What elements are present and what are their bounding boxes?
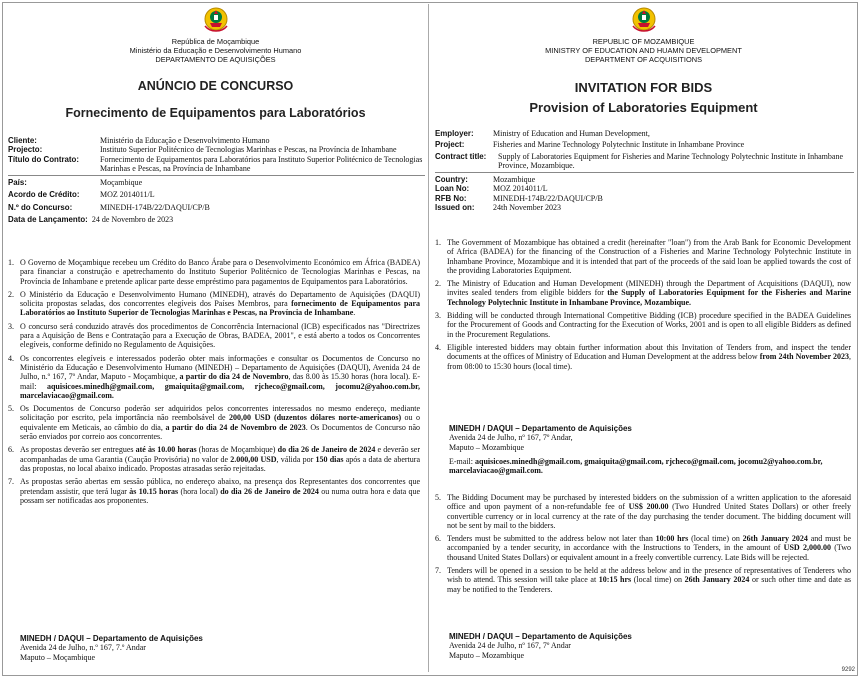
meta-row: Project: Fisheries and Marine Technology Polytechnic Institute in Inhambane Province (435, 140, 745, 150)
numbered-paragraph (435, 343, 851, 371)
address-block: MINEDH / DAQUI – Departamento de Aquisições Avenida 24 de Julho, n.º 167, 7.º Andar Maputo – Moçambique (20, 634, 203, 662)
paragraph-number: 6. (435, 534, 441, 544)
numbered-paragraph (8, 354, 420, 400)
emphasis-text: até às 10.00 horas (135, 445, 197, 455)
department-label: DEPARTMENT OF ACQUISITIONS (584, 55, 703, 64)
paragraph-text (447, 343, 851, 371)
body-text: O concurso será conduzido através dos procedimentos de Concorrência Internacional (ICB) especificados nas "Directrizes para a Aquisição de Bens e Contratação para a Execução de Obras, BADEA, 2001", e está aberto a todos os Concorrentes elegíveis, conforme definido no Regulamento de Aquisições. (20, 321, 420, 350)
paragraph-text (20, 404, 420, 441)
ministry-label: MINISTRY OF EDUCATION AND HUAMN DEVELOPMENT (545, 46, 742, 55)
numbered-paragraph (435, 493, 851, 530)
paragraph-number: 3. (8, 321, 14, 331)
paragraph-text (20, 290, 420, 318)
numbered-paragraph (435, 566, 851, 594)
meta-row: Employer: Ministry of Education and Human Development, (435, 129, 650, 138)
numbered-paragraph (435, 279, 851, 307)
notice-items (8, 258, 420, 509)
paragraph-text (20, 445, 420, 473)
paragraph-text (20, 354, 420, 400)
emphasis-text: from 24th November 2023 (759, 352, 850, 362)
paragraph-number: 2. (435, 279, 441, 289)
numbered-paragraph (8, 258, 420, 286)
emphasis-text: 26th January 2024 (742, 534, 808, 544)
paragraph-number: 4. (435, 342, 441, 352)
paragraph-text (447, 493, 851, 530)
numbered-paragraph (8, 290, 420, 318)
emphasis-text: 10:00 hrs (655, 534, 689, 544)
email-list: aquisicoes.minedh@gmail.com, gmaiquita@gmail.com, rjcheco@gmail.com, jocomu2@yahoo.com.br, marcelaviacao@gmail.com. (449, 456, 823, 476)
meta-row: Contract title: Supply of Laboratories Equipment for Fisheries and Marine Technology Polytechnic Institute in Inhambane Province, Mozambique. (435, 151, 843, 170)
emphasis-text: aquisicoes.minedh@gmail.com, gmaiquita@gmail.com, rjcheco@gmail.com, jocomu2@yahoo.com.br, marcelaviacao@gmail.com. (20, 381, 420, 400)
republic-label: República de Moçambique (171, 37, 260, 46)
paragraph-text (447, 534, 851, 562)
emphasis-text: the Supply of Laboratories Equipment for the Fisheries and Marine Technology Polytechnic Institute in Inhambane Province, Mozambique. (447, 288, 852, 307)
paragraph-number: 7. (435, 566, 441, 576)
notice-subtitle: Fornecimento de Equipamentos para Laboratórios (65, 106, 366, 120)
emphasis-text: 10:15 hrs (598, 575, 632, 585)
paragraph-number: 5. (435, 493, 441, 502)
meta-row: RFB No: MINEDH-174B/22/DAQUI/CP/B (435, 193, 603, 203)
meta-row: Data de Lançamento: 24 de Novembro de 2023 (8, 215, 174, 225)
body-text: , das 8.00 às 15.30 horas (hora local). E-mail: (20, 372, 420, 391)
body-text: . (353, 308, 356, 318)
body-text: após a data de abertura das propostas, no local abaixo indicado. Propostas atrasadas serão rejeitadas. (20, 454, 420, 473)
paragraph-text (447, 279, 851, 307)
emphasis-text: do dia 26 de Janeiro de 2024 (277, 445, 376, 455)
paragraph-text (447, 238, 851, 275)
paragraph-text (20, 258, 420, 286)
mozambique-emblem-icon (201, 4, 231, 34)
body-text: ou o equivalente em Meticais, ao câmbio do dia, (20, 413, 420, 432)
body-text: O Ministério da Educação e Desenvolvimento Humano (MINEDH), através do Departamento de Aquisições (DAQUI) solicita propostas seladas, dos concorrentes elegíveis dos Países Membros, para (20, 289, 420, 309)
paragraph-number: 1. (435, 238, 441, 247)
numbered-paragraph (8, 445, 420, 473)
paragraph-text (20, 477, 420, 505)
meta-row: País: Moçambique (8, 178, 143, 188)
numbered-paragraph (435, 238, 851, 275)
numbered-paragraph (435, 534, 851, 562)
mozambique-emblem-icon (629, 4, 659, 34)
notice-meta (8, 136, 425, 224)
notice-title: ANÚNCIO DE CONCURSO (137, 79, 294, 93)
emphasis-text: US$ 200.00 (628, 502, 669, 512)
body-text: (local time) on (688, 534, 743, 544)
paragraph-text (20, 322, 420, 350)
publication-code: 9292 (841, 667, 855, 673)
ministry-label: Ministério da Educação e Desenvolvimento Humano (129, 46, 302, 55)
body-text: The Ministry of Education and Human Development (MINEDH) through the Department of Acquisitions (DAQUI), now invites sealed tenders from eligible bidders for (447, 279, 851, 298)
numbered-paragraph (435, 311, 851, 339)
body-text: O Governo de Moçambique recebeu um Crédito do Banco Árabe para o Desenvolvimento Económico em África (BADEA) para financiar a construção e apetrechamento do Instituto Superior Politécnico de Tecnologias Marinhas e Pescas, na Província de Inhambane e pretende aplicar parte desse empréstimo para pagamentos de Equipamentos para Laboratórios. (20, 258, 420, 286)
emphasis-text: a partir do dia 24 de Novembro de 2023 (165, 422, 306, 432)
body-text: . Os Documentos de Concurso não serão enviados por correio aos concorrentes. (20, 422, 421, 442)
department-label: DEPARTAMENTO DE AQUISIÇÕES (155, 55, 276, 64)
numbered-paragraph (8, 477, 420, 505)
emphasis-text: USD 2,000.00 (783, 543, 831, 553)
meta-row: Projecto: Instituto Superior Politécnico de Tecnologias Marinhas e Pescas, na Província de Inhambane (8, 145, 397, 155)
paragraph-text (447, 311, 851, 339)
notice-items-continued (435, 493, 851, 598)
body-text: Tenders must be submitted to the address below not later than (447, 534, 656, 544)
meta-row: Loan No: MOZ 2014011/L (435, 184, 548, 194)
body-text: e deverão ser acompanhadas de uma Garantia (Caução Provisória) no valor de (20, 445, 420, 464)
emphasis-text: fornecimento de Equipamentos para Laboratórios ao Instituto Superior de Tecnologias Marinhas e Pescas, na Província de Inhambane (20, 299, 420, 318)
body-text: or such other time and date as may be notified to the Tenderers. (447, 575, 852, 594)
notice-portuguese (6, 0, 425, 679)
emphasis-text: 200,00 USD (duzentos dólares norte-americanos) (229, 413, 402, 423)
notice-items (435, 238, 851, 375)
paragraph-number: 2. (8, 289, 14, 299)
emphasis-text: 26th January 2024 (684, 575, 750, 585)
meta-row: Country: Mozambique (435, 175, 536, 185)
paragraph-number: 6. (8, 445, 14, 455)
meta-row: Cliente: Ministério da Educação e Desenvolvimento Humano (8, 136, 270, 145)
paragraph-number: 3. (435, 311, 441, 321)
paragraph-number: 5. (8, 404, 14, 414)
paragraph-number: 7. (8, 477, 14, 487)
body-text: , from 08:00 to 15:30 hours (local time). (447, 352, 852, 371)
body-text: , válida por (276, 454, 316, 464)
body-text: Eligible interested bidders may obtain further information about this Invitation of Tenders from, and inspect the tender documents at the offices of Ministry of Education and Human Development at the address below (447, 342, 851, 362)
notice-english (433, 0, 854, 679)
contact-block: MINEDH / DAQUI – Departamento de Aquisições Avenida 24 de Julho, nº 167, 7º Andar, Maputo – Mozambique E-mail: aquisicoes.minedh@gmail.com, gmaiquita@gmail.com, rjcheco@gmail.com, jocomu2@yahoo.com.br, marcelaviacao@gmail.com. (449, 424, 823, 476)
body-text: Bidding will be conducted through International Competitive Bidding (ICB) procedure specified in the BADEA Guidelines for the Procurement of Goods and Contracting for the Execution of Works, 2001 and is open to all eligible Bidders as defined in the Procurement Regulations. (447, 311, 851, 339)
body-text: Tenders will be opened in a session to be held at the address below and in the presence of representatives of Tenderers who wish to attend. This session will take place at (447, 566, 851, 585)
body-text: The Government of Mozambique has obtained a credit (hereinafter "loan") from the Arab Bank for Economic Development of Africa (BADEA) for the financing of the Construction of a Fisheries and Marine Technology Polytechnic Institute in Inhambane Province, Mozambique and it is intended that part of the proceeds of the said loan be applied towards the cost of the providing Laboratories Equipment. (447, 238, 851, 275)
body-text: (Two thousand United States Dollars) or equivalent amount in a freely convertible currency. Late Bids will be rejected. (447, 543, 851, 562)
emphasis-text: a partir do dia 24 de Novembro (179, 372, 289, 382)
emphasis-text: às 10.15 horas (129, 486, 179, 496)
paragraph-text (447, 566, 851, 594)
body-text: The Bidding Document may be purchased by interested bidders on the submission of a written application to the aforesaid office and upon payment of a non-refundable fee of (447, 493, 851, 512)
notice-subtitle: Provision of Laboratories Equipment (529, 100, 758, 115)
notice-title: INVITATION FOR BIDS (574, 80, 713, 95)
numbered-paragraph (8, 404, 420, 441)
address-block: MINEDH / DAQUI – Departamento de Aquisições Avenida 24 de Julho, nº 167, 7º Andar Maputo – Mozambique (449, 632, 632, 660)
body-text: Os Documentos de Concurso poderão ser adquiridos pelos concorrentes interessados no mesmo endereço, mediante solicitação por escrito, pela importância não reembolsável de (20, 404, 420, 423)
emphasis-text: 2.000,00 USD (230, 454, 277, 464)
republic-label: REPUBLIC OF MOZAMBIQUE (592, 37, 695, 46)
emphasis-text: do dia 26 de Janeiro de 2024 (220, 486, 319, 496)
emphasis-text: 150 dias (315, 454, 344, 464)
body-text: (horas de Moçambique) (196, 445, 278, 455)
meta-row: Título do Contrato: Fornecimento de Equipamentos para Laboratórios para Instituto Superior Politécnico de Tecnologias Marinhas e Pescas, na Província de Inhambane (8, 154, 423, 173)
body-text: ou numa outra hora e data que possam ser notificadas aos proponentes. (20, 486, 421, 505)
meta-row: N.º do Concurso: MINEDH-174B/22/DAQUI/CP/B (8, 202, 210, 212)
meta-row: Acordo de Crédito: MOZ 2014011/L (8, 190, 155, 200)
paragraph-number: 1. (8, 258, 14, 267)
body-text: Os concorrentes elegíveis e interessados poderão obter mais informações e consultar os Documentos de Concurso no Ministério da Educação e Desenvolvimento Humano (MINEDH) – Departamento de Aquisições (DAQUI), Avenida 24 de Julho, n.º 167, 7º Andar, Maputo - Moçambique, (20, 353, 420, 382)
body-text: (hora local) (178, 486, 221, 496)
body-text: (local time) on (631, 575, 685, 585)
meta-row: Issued on: 24th November 2023 (435, 203, 561, 213)
body-text: As propostas deverão ser entregues (20, 445, 136, 455)
body-text: As propostas serão abertas em sessão pública, no endereço abaixo, na presença dos Representantes dos concorrentes que pretendam assistir, que terá lugar (20, 477, 420, 496)
body-text: and must be accompanied by a tender security, in accordance with the Instructions to Tenders, in the amount of (447, 534, 852, 553)
notice-meta (435, 129, 854, 212)
column-divider (428, 4, 429, 672)
body-text: (Two Hundred United States Dollars) or other freely convertible currency or in local currency at the rate of the day purchasing the tender document. The bidding document will not be sent by mail to the bidders. (447, 502, 851, 530)
numbered-paragraph (8, 322, 420, 350)
paragraph-number: 4. (8, 353, 14, 363)
